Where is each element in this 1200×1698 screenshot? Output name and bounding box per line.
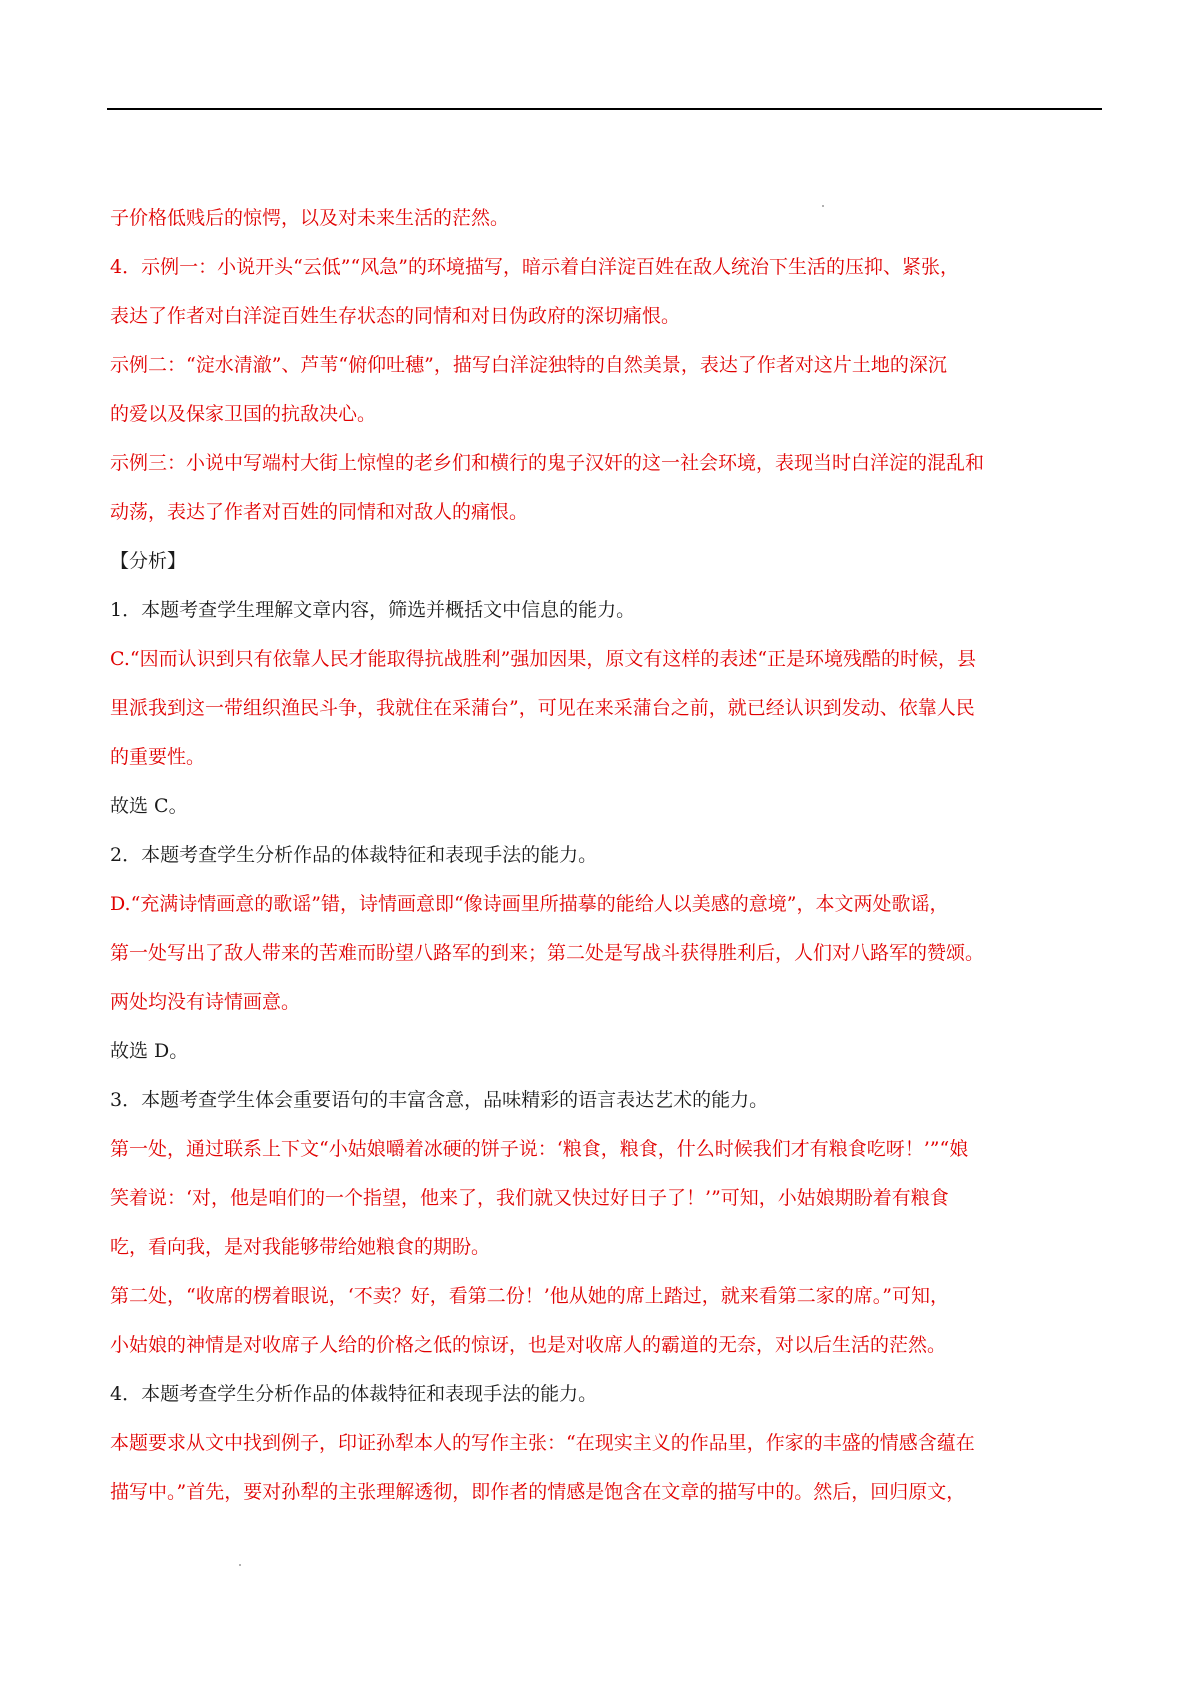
text-line: 第一处，通过联系上下文“小姑娘嚼着冰硬的饼子说：‘粮食，粮食，什么时候我们才有粮食吃呀！’”“娘 [110, 1138, 969, 1160]
text-line: D.“充满诗情画意的歌谣”错，诗情画意即“像诗画里所描摹的能给人以美感的意境”，本文两处歌谣， [110, 893, 949, 915]
question-heading: 1．本题考查学生理解文章内容，筛选并概括文中信息的能力。 [110, 599, 636, 621]
text-line: 小姑娘的神情是对收席子人给的价格之低的惊讶，也是对收席人的霸道的无奈，对以后生活的茫然。 [110, 1334, 947, 1356]
header-rule [107, 108, 1102, 110]
question-heading: 3．本题考查学生体会重要语句的丰富含意，品味精彩的语言表达艺术的能力。 [110, 1089, 769, 1111]
text-line: 描写中。”首先，要对孙犁的主张理解透彻，即作者的情感是饱含在文章的描写中的。然后，回归原文， [110, 1481, 966, 1503]
text-line: 4．示例一：小说开头“云低”“风急”的环境描写，暗示着白洋淀百姓在敌人统治下生活的压抑、紧张， [110, 256, 959, 278]
section-heading-analysis: 【分析】 [110, 550, 187, 572]
question-heading: 2．本题考查学生分析作品的体裁特征和表现手法的能力。 [110, 844, 598, 866]
answer-line: 故选 C。 [110, 795, 188, 817]
text-line: 子价格低贱后的惊愕，以及对未来生活的茫然。 [110, 207, 510, 229]
text-line: 第一处写出了敌人带来的苦难而盼望八路军的到来；第二处是写战斗获得胜利后，人们对八路军的赞颂。 [110, 942, 985, 964]
text-line: 吃，看向我，是对我能够带给她粮食的期盼。 [110, 1236, 491, 1258]
text-line: 表达了作者对白洋淀百姓生存状态的同情和对日伪政府的深切痛恨。 [110, 305, 681, 327]
text-line: 动荡，表达了作者对百姓的同情和对敌人的痛恨。 [110, 501, 529, 523]
text-line: 的重要性。 [110, 746, 206, 768]
text-line: 的爱以及保家卫国的抗敌决心。 [110, 403, 377, 425]
text-line: 笑着说：‘对，他是咱们的一个指望，他来了，我们就又快过好日子了！’”可知，小姑娘期盼着有粮食 [110, 1187, 949, 1209]
question-heading: 4．本题考查学生分析作品的体裁特征和表现手法的能力。 [110, 1383, 598, 1405]
text-line: 第二处，“收席的楞着眼说，‘不卖？好，看第二份！’他从她的席上踏过，就来看第二家的席。”可知， [110, 1285, 950, 1307]
stray-mark-bottom [239, 1564, 241, 1566]
answer-line: 故选 D。 [110, 1040, 189, 1062]
text-line: 里派我到这一带组织渔民斗争，我就住在采蒲台”，可见在来采蒲台之前，就已经认识到发动、依靠人民 [110, 697, 975, 719]
text-line: C.“因而认识到只有依靠人民才能取得抗战胜利”强加因果，原文有这样的表述“正是环境残酷的时候，县 [110, 648, 977, 670]
text-line: 本题要求从文中找到例子，印证孙犁本人的写作主张：“在现实主义的作品里，作家的丰盛的情感含蕴在 [110, 1432, 975, 1454]
document-body [110, 198, 1098, 1521]
text-line: 示例二：“淀水清澈”、芦苇“俯仰吐穗”，描写白洋淀独特的自然美景，表达了作者对这片土地的深沉 [110, 354, 947, 376]
text-line: 示例三：小说中写端村大街上惊惶的老乡们和横行的鬼子汉奸的这一社会环境，表现当时白洋淀的混乱和 [110, 452, 985, 474]
text-line: 两处均没有诗情画意。 [110, 991, 301, 1013]
